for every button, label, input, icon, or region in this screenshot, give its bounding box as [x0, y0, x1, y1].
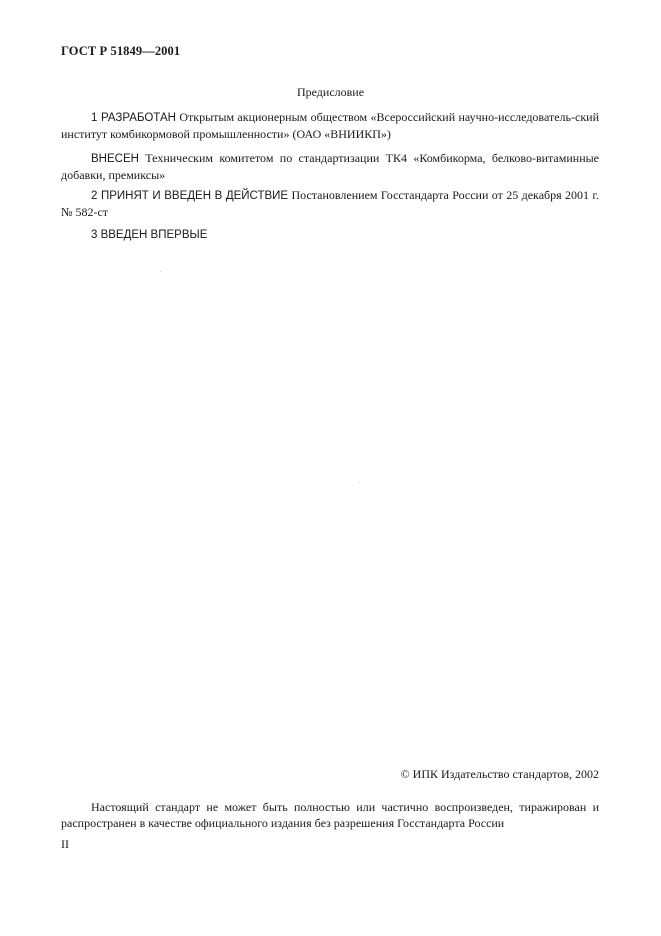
- preface-item-developed: [61, 109, 599, 142]
- adopted-text: Постановлением Госстандарта России от 25 декабря 2001 г. № 582-ст: [61, 188, 599, 219]
- preface-item-introduced: [61, 150, 599, 183]
- scan-speck: [359, 482, 360, 483]
- document-code: ГОСТ Р 51849—2001: [61, 44, 181, 58]
- page-number: II: [61, 837, 69, 851]
- preface-item-first-introduced: [61, 226, 599, 243]
- introduced-label: ВНЕСЕН: [91, 153, 139, 165]
- scan-speck: [160, 271, 161, 272]
- preface-item-adopted: [61, 187, 599, 220]
- developed-text: Открытым акционерным обществом «Всероссийский научно-исследователь-ский институт комбикормовой промышленности» (ОАО «ВНИИКП»): [61, 110, 599, 141]
- copyright-line: © ИПК Издательство стандартов, 2002: [400, 767, 599, 781]
- introduced-text: Техническим комитетом по стандартизации ТК4 «Комбикорма, белково-витаминные добавки, премиксы»: [61, 151, 599, 182]
- reproduction-notice: Настоящий стандарт не может быть полностью или частично воспроизведен, тиражирован и распространен в качестве официального издания без разрешения Госстандарта России: [61, 800, 599, 830]
- first-introduced-label: 3 ВВЕДЕН ВПЕРВЫЕ: [91, 229, 208, 241]
- preface-title: Предисловие: [296, 85, 365, 99]
- developed-label: 1 РАЗРАБОТАН: [91, 112, 176, 124]
- adopted-label: 2 ПРИНЯТ И ВВЕДЕН В ДЕЙСТВИЕ: [91, 190, 289, 202]
